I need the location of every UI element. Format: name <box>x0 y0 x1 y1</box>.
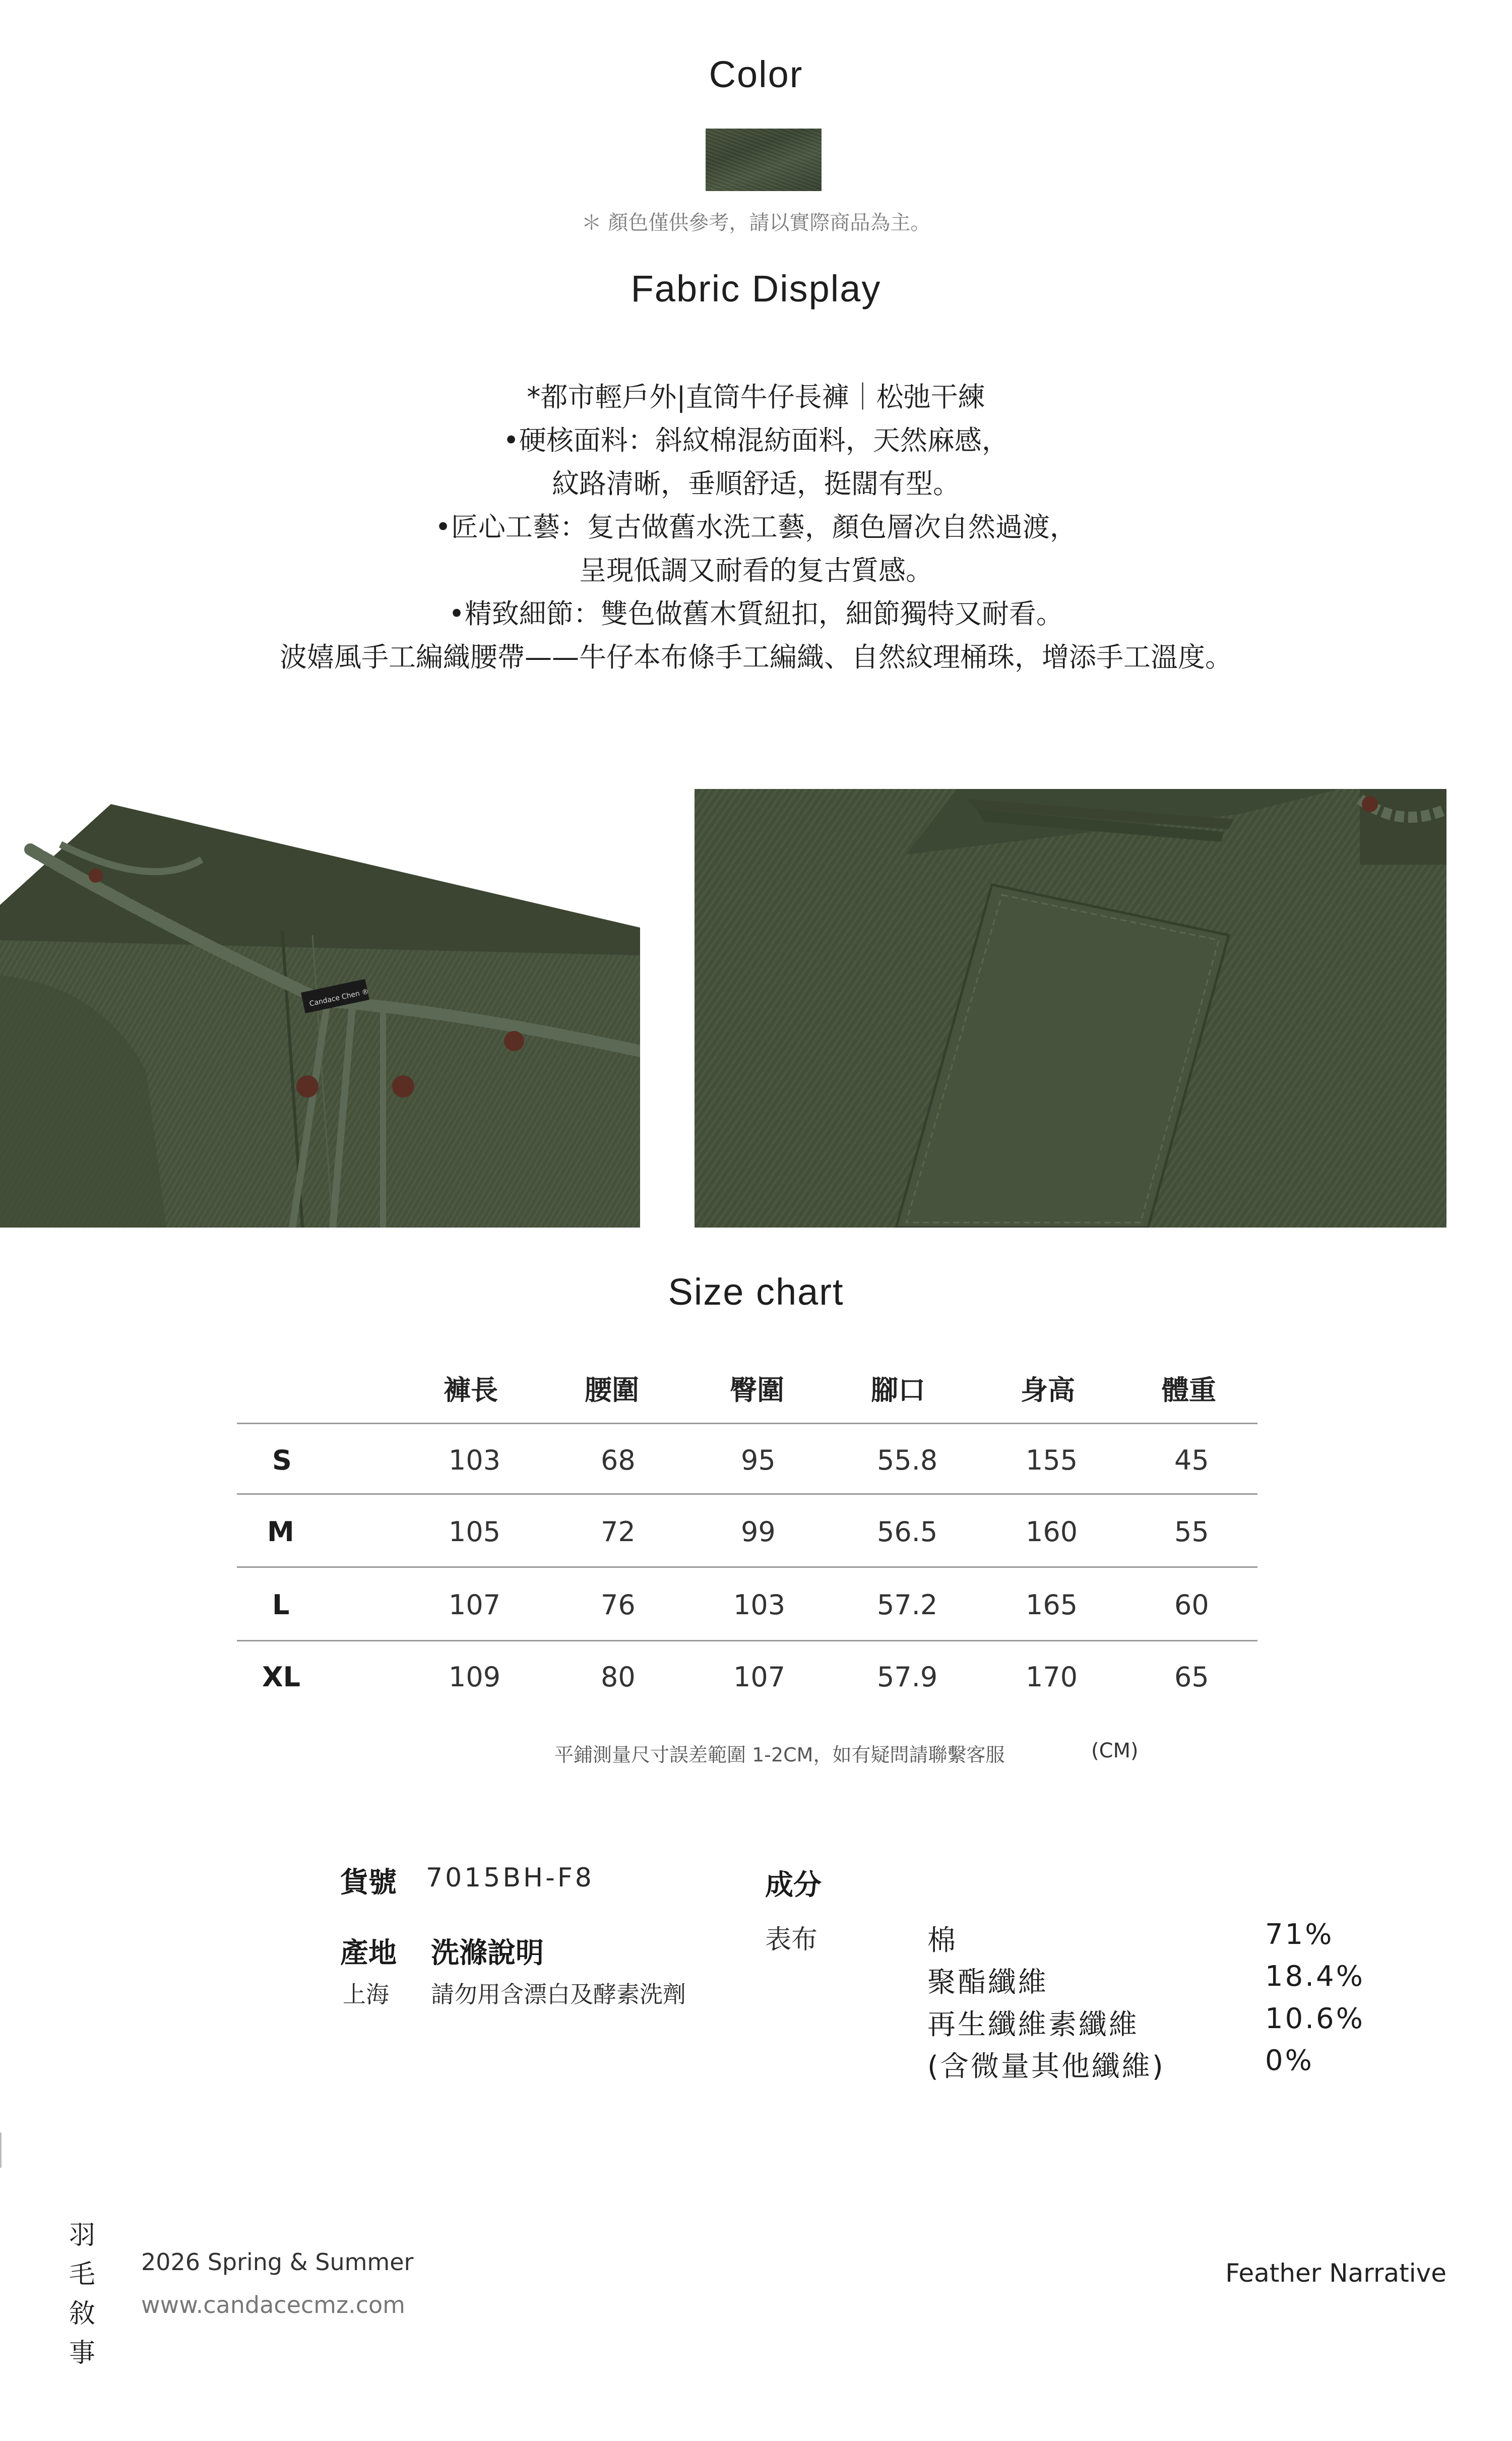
table-divider <box>237 1493 1257 1495</box>
description-line: 波嬉風手工編織腰帶——牛仔本布條手工編織、自然紋理桶珠，增添手工溫度。 <box>280 641 1232 673</box>
table-cell: 55.8 <box>877 1444 938 1476</box>
origin-value: 上海 <box>343 1981 389 2008</box>
column-header: 臀圍 <box>730 1374 784 1406</box>
composition-percent: 10.6% <box>1265 2002 1365 2035</box>
edge-marker <box>0 2132 2 2168</box>
column-header: 腰圍 <box>585 1374 639 1406</box>
table-cell: 45 <box>1174 1444 1209 1476</box>
table-cell: 57.9 <box>877 1661 938 1693</box>
composition-material: 棉 <box>927 1924 958 1957</box>
origin-label: 產地 <box>340 1937 397 1970</box>
table-cell: 109 <box>449 1661 501 1693</box>
brand-char: 敘 <box>69 2299 95 2329</box>
measurement-unit: (CM) <box>1091 1739 1139 1762</box>
column-header: 體重 <box>1162 1374 1216 1406</box>
composition-percent: 71% <box>1265 1918 1334 1951</box>
product-photo-back-pocket <box>695 789 1446 1228</box>
table-divider <box>237 1640 1257 1641</box>
wooden-bead <box>392 1075 414 1097</box>
color-disclaimer: ＊ 顏色僅供參考，請以實際商品為主。 <box>581 211 931 234</box>
fabric-section-title: Fabric Display <box>631 268 881 310</box>
table-cell: 60 <box>1174 1589 1209 1621</box>
description-line: •精致細節：雙色做舊木質紐扣，細節獨特又耐看。 <box>449 598 1063 630</box>
product-photo-waistband <box>0 789 640 1228</box>
brand-label-text: Candace Chen ® <box>308 988 370 1008</box>
brand-char: 毛 <box>69 2260 95 2290</box>
composition-material: 再生纖維素纖維 <box>927 2008 1139 2041</box>
table-cell: 105 <box>449 1516 501 1548</box>
composition-percent: 0% <box>1265 2044 1314 2077</box>
table-cell: 165 <box>1026 1589 1078 1621</box>
table-cell: 160 <box>1026 1516 1078 1548</box>
color-section-title: Color <box>709 53 803 95</box>
table-cell: 103 <box>733 1589 786 1621</box>
composition-material: 聚酯纖維 <box>927 1966 1048 1999</box>
table-cell: 155 <box>1026 1444 1078 1476</box>
table-cell: 68 <box>601 1444 636 1476</box>
brand-char: 羽 <box>69 2220 95 2250</box>
table-cell: 57.2 <box>877 1589 938 1621</box>
size-chart-title: Size chart <box>668 1271 844 1313</box>
table-cell: 56.5 <box>877 1516 938 1548</box>
composition-percent: 18.4% <box>1265 1960 1365 1993</box>
description-line: •硬核面料：斜紋棉混紡面料，天然麻感， <box>503 424 1009 456</box>
care-instruction: 請勿用含漂白及酵素洗劑 <box>431 1981 686 2008</box>
brand-char: 事 <box>69 2338 95 2368</box>
description-line: •匠心工藝：复古做舊水洗工藝，顏色層次自然過渡， <box>435 511 1077 543</box>
brand-tagline: Feather Narrative <box>1225 2259 1446 2288</box>
table-cell: 72 <box>601 1516 636 1548</box>
care-label: 洗滌說明 <box>431 1937 544 1970</box>
wooden-bead <box>89 869 103 883</box>
color-swatch[interactable] <box>706 129 822 191</box>
item-number: 7015BH-F8 <box>426 1863 594 1893</box>
season-label: 2026 Spring & Summer <box>141 2248 414 2276</box>
table-cell: 103 <box>449 1444 501 1476</box>
waistband-illustration <box>0 789 640 1228</box>
description-line: *都市輕戶外|直筒牛仔長褲｜松弛干練 <box>527 381 985 413</box>
column-header: 身高 <box>1021 1374 1075 1406</box>
measurement-note: 平鋪測量尺寸誤差範圍 1-2CM，如有疑問請聯繫客服 <box>554 1744 1005 1766</box>
website-link[interactable]: www.candacecmz.com <box>141 2291 405 2318</box>
table-cell: 80 <box>601 1661 636 1693</box>
column-header: 褲長 <box>444 1374 498 1406</box>
table-cell: 99 <box>741 1516 776 1548</box>
fabric-part-label: 表布 <box>765 1925 818 1955</box>
column-header: 腳口 <box>871 1374 925 1406</box>
table-cell: 107 <box>733 1661 786 1693</box>
composition-label: 成分 <box>765 1869 822 1902</box>
item-number-label: 貨號 <box>340 1866 397 1899</box>
brand-vertical-name <box>65 2216 100 2373</box>
wooden-bead <box>296 1075 319 1097</box>
table-cell: 107 <box>449 1589 501 1621</box>
wooden-bead <box>1362 796 1378 812</box>
table-cell: 170 <box>1026 1661 1078 1693</box>
size-label: S <box>272 1444 292 1476</box>
fabric-description <box>0 376 1512 679</box>
table-cell: 95 <box>741 1444 776 1476</box>
description-line: 呈現低調又耐看的复古質感。 <box>579 555 933 586</box>
table-cell: 76 <box>601 1589 636 1621</box>
size-label: XL <box>262 1661 301 1693</box>
table-cell: 65 <box>1174 1661 1209 1693</box>
composition-material: (含微量其他纖維) <box>927 2050 1165 2083</box>
size-label: M <box>267 1516 294 1548</box>
size-label: L <box>272 1589 290 1621</box>
description-line: 紋路清晰，垂順舒适，挺闊有型。 <box>552 468 960 500</box>
pocket-illustration <box>695 789 1446 1228</box>
table-cell: 55 <box>1174 1516 1209 1548</box>
wooden-bead <box>504 1031 524 1051</box>
table-divider <box>237 1566 1257 1568</box>
table-divider <box>237 1423 1257 1424</box>
